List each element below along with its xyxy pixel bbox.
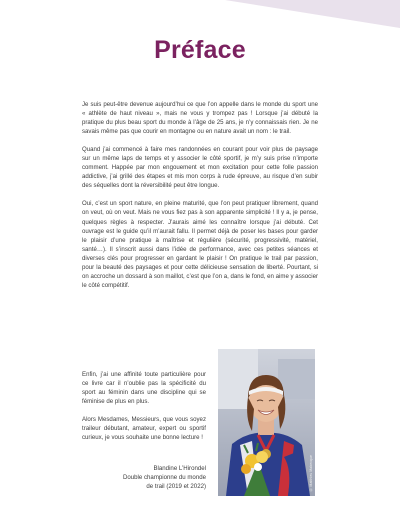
photo-credit: © Matthieu Mabecque (309, 455, 313, 492)
preface-closing (82, 370, 206, 451)
athlete-photo (218, 349, 315, 496)
paragraph: Oui, c’est un sport nature, en pleine maturité, que l’on peut pratiquer librement, quand on veut, où on veut. Mais ne vous fiez pas à son apparente simplicité ! Il y a, je pense, quelques règles à respecter. J’aurais aimé les connaître lorsque j’ai débuté. Cet ouvrage est le guide qu’il m’aurait fallu. Il permet déjà de poser les bases pour garder le plaisir d’une pratique à maîtrise et régulière (sécurité, progressivité, matériel, santé…). Il s’inscrit aussi dans l’idée de performance, avec ces petites séances et diverses clés pour progresser en gardant le plaisir ! On pratique le trail par passion, pour la beauté des paysages et pour cette délicieuse sensation de liberté. Pourtant, si on accroche un dossard à son maillot, c’est que l’on a, dans le fond, en aime y associer le côté compétitif. (82, 200, 318, 289)
athlete-photo-illustration (218, 349, 315, 496)
signature-block (82, 464, 206, 491)
page-title: Préface (154, 36, 246, 64)
paragraph: Je suis peut-être devenue aujourd’hui ce que l’on appelle dans le monde du sport une « athlète de haut niveau », mais ne vous y trompez pas ! Lorsque j’ai débuté la pratique du plus beau sport du monde à l’âge de 25 ans, je n’y connaissais rien. Je ne savais même pas que courir en montagne ou en nature avait un nom : le trail. (82, 101, 318, 136)
signature-name: Blandine L’Hirondel (153, 465, 206, 472)
preface-body (82, 100, 318, 299)
signature-title: de trail (2019 et 2022) (146, 483, 206, 491)
paragraph: Enfin, j’ai une affinité toute particulière pour ce livre car il n’oublie pas la spécificité du sport au féminin dans une discipline qui se féminise de plus en plus. (82, 371, 206, 406)
signature-title: Double championne du monde (122, 474, 206, 482)
paragraph: Alors Mesdames, Messieurs, que vous soyez traileur débutant, amateur, expert ou sportif curieux, je vous souhaite une bonne lecture ! (82, 416, 206, 442)
paragraph: Quand j’ai commencé à faire mes randonnées en courant pour voir plus de paysage sur un même laps de temps et y associer le côté sportif, je m’y suis prise n’importe comment. Happée par mon engouement et mon excitation pour cette folle passion addictive, j’ai grillé des étapes et mis mon corps à rude épreuve, au risque d’en subir des séquelles dont la réversibilité peut être longue. (82, 146, 318, 190)
